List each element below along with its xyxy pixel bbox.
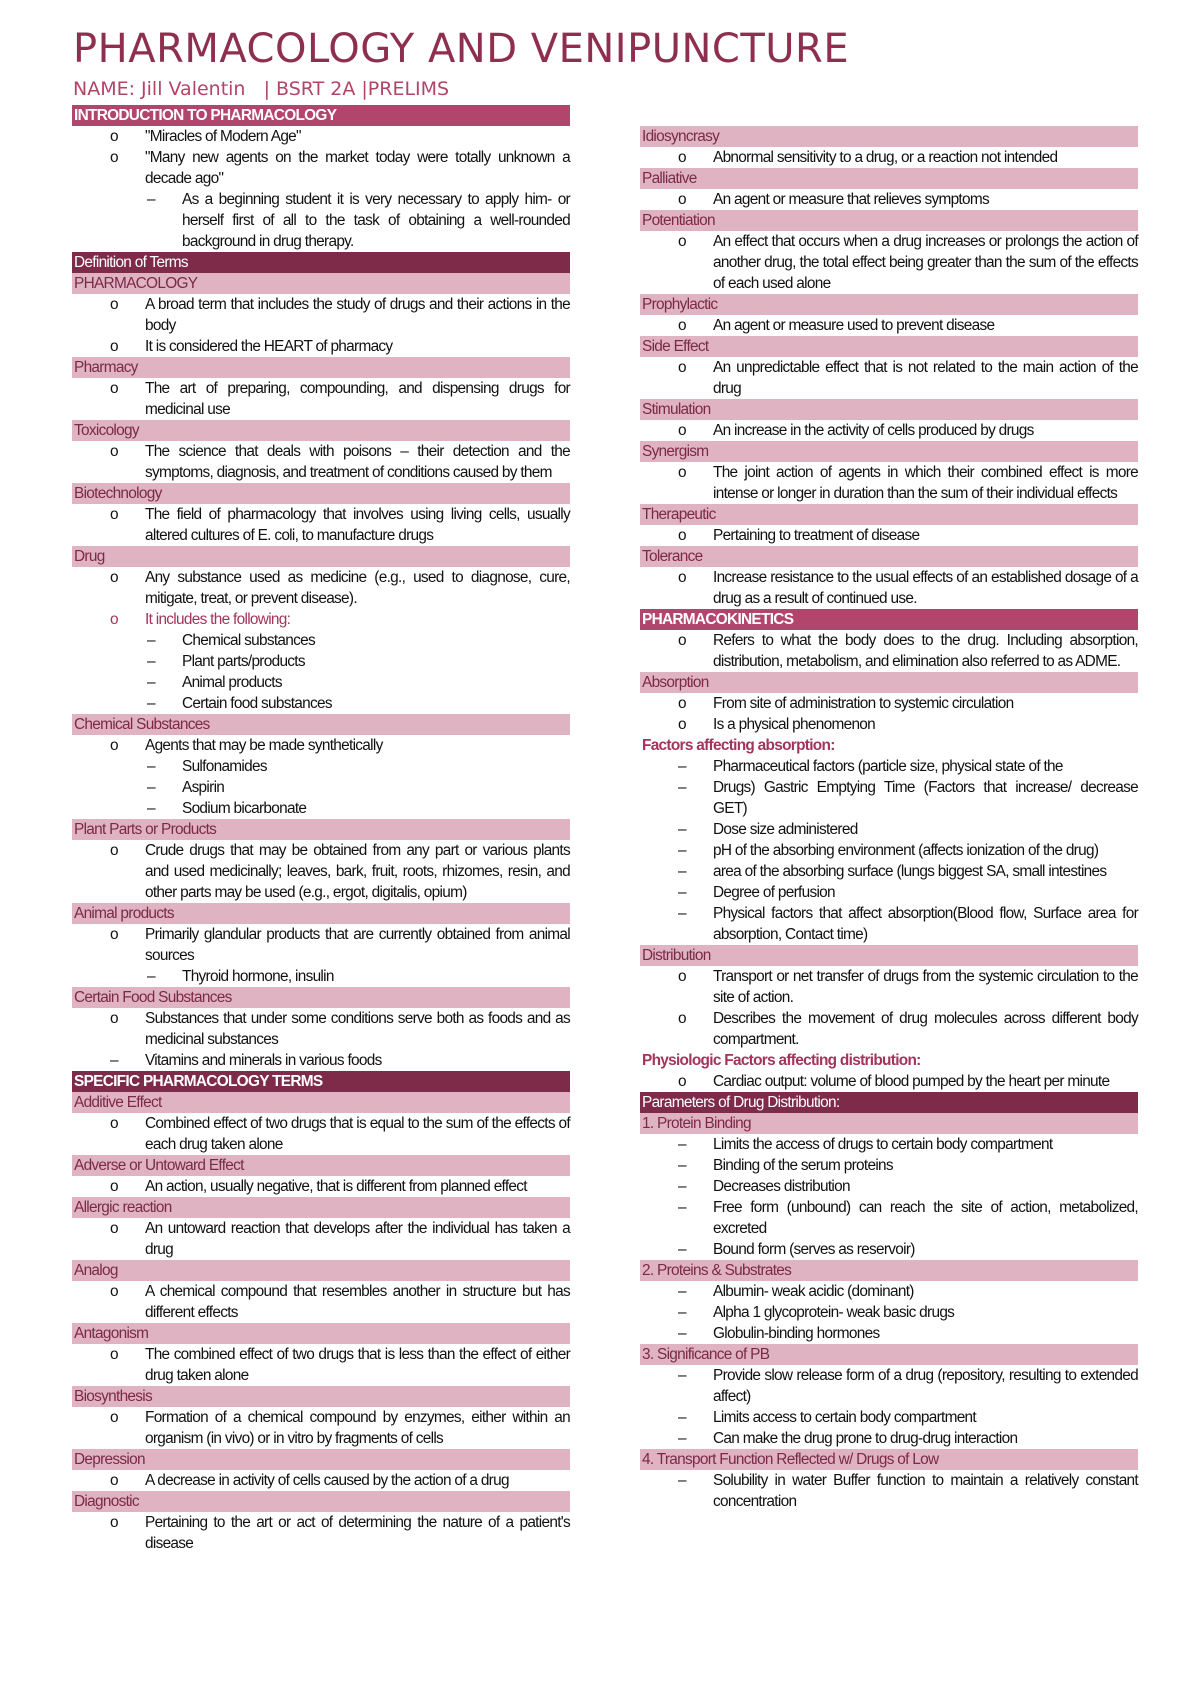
bullet-marker: o: [110, 611, 118, 628]
bullet-marker: o: [678, 1010, 686, 1027]
bullet-marker: o: [678, 695, 686, 712]
list-item: [640, 840, 1138, 861]
list-item-text: area of the absorbing surface (lungs biggest SA, small intestines: [713, 863, 1107, 880]
list-item: [72, 1281, 570, 1323]
list-item-text: It includes the following:: [145, 611, 291, 628]
list-item-text: The combined effect of two drugs that is less than the effect of either drug taken alone: [145, 1346, 570, 1384]
list-item: [640, 1176, 1138, 1197]
list-item-text: A chemical compound that resembles another in structure but has different effects: [145, 1283, 570, 1321]
list-item: [72, 1176, 570, 1197]
list-item: [640, 1197, 1138, 1239]
page-title: PHARMACOLOGY AND VENIPUNCTURE: [73, 26, 850, 72]
list-item-text: Solubility in water Buffer function to maintain a relatively constant concentration: [713, 1472, 1138, 1510]
list-item-text: Sodium bicarbonate: [182, 800, 307, 817]
bullet-marker: o: [678, 359, 686, 376]
list-item: [640, 966, 1138, 1008]
list-item-text: Aspirin: [182, 779, 225, 796]
list-item: [640, 525, 1138, 546]
section-heading: Antagonism: [72, 1323, 570, 1344]
bullet-marker: o: [678, 422, 686, 439]
section-heading: Diagnostic: [72, 1491, 570, 1512]
bullet-marker: o: [678, 233, 686, 250]
list-item-text: Agents that may be made synthetically: [145, 737, 383, 754]
section-heading: PHARMACOKINETICS: [640, 609, 1138, 630]
bullet-marker: o: [110, 1472, 118, 1489]
list-item-text: Crude drugs that may be obtained from any part or various plants and used medicinally; leaves, bark, fruit, roots, rhizomes, resin, and other parts may be used (e.g., ergot, digitalis, opium): [145, 842, 570, 901]
section-heading: Factors affecting absorption:: [642, 737, 835, 754]
list-item: [640, 1281, 1138, 1302]
section-heading: Chemical Substances: [72, 714, 570, 735]
bullet-marker: –: [147, 653, 155, 670]
bullet-marker: o: [678, 464, 686, 481]
list-item: [640, 630, 1138, 672]
list-item: [72, 1218, 570, 1260]
bullet-marker: –: [678, 1136, 686, 1153]
bullet-marker: o: [110, 737, 118, 754]
section-heading: Physiologic Factors affecting distribution:: [642, 1052, 921, 1069]
list-item: [72, 1344, 570, 1386]
bullet-marker: –: [678, 1199, 686, 1216]
list-item-text: Formation of a chemical compound by enzymes, either within an organism (in vivo) or in vitro by fragments of cells: [145, 1409, 570, 1447]
list-item-text: Plant parts/products: [182, 653, 305, 670]
section-heading: Adverse or Untoward Effect: [72, 1155, 570, 1176]
bullet-marker: o: [110, 338, 118, 355]
bullet-marker: –: [678, 1409, 686, 1426]
list-item-text: As a beginning student it is very necessary to apply him- or herself first of all to the task of obtaining a well-rounded background in drug therapy.: [182, 191, 570, 250]
list-item-text: Limits the access of drugs to certain body compartment: [713, 1136, 1053, 1153]
list-item: [640, 1155, 1138, 1176]
section-heading: 4. Transport Function Reflected w/ Drugs of Low: [640, 1449, 1138, 1470]
bullet-marker: –: [678, 863, 686, 880]
list-item: [640, 861, 1138, 882]
section-heading: Therapeutic: [640, 504, 1138, 525]
section-heading: Idiosyncrasy: [640, 126, 1138, 147]
list-item: [640, 1323, 1138, 1344]
bullet-marker: –: [147, 695, 155, 712]
section-heading: INTRODUCTION TO PHARMACOLOGY: [72, 105, 570, 126]
bullet-marker: o: [110, 1283, 118, 1300]
bullet-marker: o: [678, 527, 686, 544]
list-item: [72, 1113, 570, 1155]
bullet-marker: o: [110, 842, 118, 859]
bullet-marker: –: [678, 1304, 686, 1321]
list-item: [640, 567, 1138, 609]
bullet-marker: –: [147, 674, 155, 691]
list-item: [72, 651, 570, 672]
list-item-text: A broad term that includes the study of drugs and their actions in the body: [145, 296, 570, 334]
section-heading: Biosynthesis: [72, 1386, 570, 1407]
list-item-text: Cardiac output: volume of blood pumped by the heart per minute: [713, 1073, 1110, 1090]
bullet-marker: –: [678, 1283, 686, 1300]
list-item-text: Refers to what the body does to the drug. Including absorption, distribution, metabolism, and elimination also referred to as ADME.: [713, 632, 1138, 670]
list-item: [640, 147, 1138, 168]
list-item: [640, 357, 1138, 399]
bullet-marker: –: [678, 758, 686, 775]
right-column: [640, 126, 1138, 1512]
list-item-text: Albumin- weak acidic (dominant): [713, 1283, 914, 1300]
list-item-text: Certain food substances: [182, 695, 332, 712]
list-item-text: An untoward reaction that develops after the individual has taken a drug: [145, 1220, 570, 1258]
list-item-text: Globulin-binding hormones: [713, 1325, 880, 1342]
section-heading: 3. Significance of PB: [640, 1344, 1138, 1365]
section-heading: Depression: [72, 1449, 570, 1470]
list-item: [640, 231, 1138, 294]
bullet-marker: o: [678, 1073, 686, 1090]
list-item: [72, 1407, 570, 1449]
list-item: [72, 756, 570, 777]
bullet-marker: –: [147, 779, 155, 796]
section-heading: 2. Proteins & Substrates: [640, 1260, 1138, 1281]
bullet-marker: o: [110, 128, 118, 145]
bullet-marker: –: [678, 905, 686, 922]
section-heading: Toxicology: [72, 420, 570, 441]
list-item: [72, 735, 570, 756]
list-item: [640, 420, 1138, 441]
bullet-marker: o: [110, 1346, 118, 1363]
bullet-marker: o: [110, 380, 118, 397]
bullet-marker: o: [110, 1010, 118, 1027]
list-item-text: An unpredictable effect that is not related to the main action of the drug: [713, 359, 1138, 397]
list-item-text: Primarily glandular products that are currently obtained from animal sources: [145, 926, 570, 964]
list-item: [72, 630, 570, 651]
bullet-marker: –: [678, 1472, 686, 1489]
list-item: [640, 1008, 1138, 1050]
list-item-text: pH of the absorbing environment (affects ionization of the drug): [713, 842, 1099, 859]
list-item-text: Sulfonamides: [182, 758, 267, 775]
list-item-text: Substances that under some conditions serve both as foods and as medicinal substances: [145, 1010, 570, 1048]
list-item: [72, 126, 570, 147]
list-item-text: Dose size administered: [713, 821, 858, 838]
list-item-text: From site of administration to systemic circulation: [713, 695, 1014, 712]
list-item-text: Free form (unbound) can reach the site of action, metabolized, excreted: [713, 1199, 1138, 1237]
list-item-text: Combined effect of two drugs that is equal to the sum of the effects of each drug taken alone: [145, 1115, 570, 1153]
section-heading: Synergism: [640, 441, 1138, 462]
list-item-text: "Many new agents on the market today were totally unknown a decade ago": [145, 149, 570, 187]
list-item: [72, 294, 570, 336]
list-item: [72, 798, 570, 819]
list-item: [72, 336, 570, 357]
list-item-text: Vitamins and minerals in various foods: [145, 1052, 382, 1069]
list-item-text: Binding of the serum proteins: [713, 1157, 893, 1174]
section-heading: Potentiation: [640, 210, 1138, 231]
bullet-marker: –: [678, 821, 686, 838]
bullet-marker: –: [678, 1367, 686, 1384]
list-item: [640, 1407, 1138, 1428]
section-heading: Parameters of Drug Distribution:: [640, 1092, 1138, 1113]
list-item-text: Pertaining to the art or act of determining the nature of a patient's disease: [145, 1514, 570, 1552]
section-heading: Analog: [72, 1260, 570, 1281]
bullet-marker: –: [678, 1157, 686, 1174]
section-heading: 1. Protein Binding: [640, 1113, 1138, 1134]
bullet-marker: o: [110, 506, 118, 523]
list-item-text: Transport or net transfer of drugs from the systemic circulation to the site of action.: [713, 968, 1138, 1006]
bullet-marker: o: [110, 1514, 118, 1531]
bullet-marker: o: [110, 1115, 118, 1132]
list-item-text: Pertaining to treatment of disease: [713, 527, 920, 544]
list-item: [72, 378, 570, 420]
list-item: [640, 819, 1138, 840]
list-item-text: Can make the drug prone to drug-drug interaction: [713, 1430, 1018, 1447]
list-item-text: Thyroid hormone, insulin: [182, 968, 334, 985]
bullet-marker: o: [678, 149, 686, 166]
section-heading: Allergic reaction: [72, 1197, 570, 1218]
list-item-text: Degree of perfusion: [713, 884, 835, 901]
bullet-marker: o: [678, 191, 686, 208]
list-item-text: Animal products: [182, 674, 282, 691]
student-info: NAME: Jill Valentin | BSRT 2A |PRELIMS: [73, 78, 450, 100]
list-item: [640, 1302, 1138, 1323]
bullet-marker: –: [678, 1241, 686, 1258]
section-heading: Drug: [72, 546, 570, 567]
list-item-text: Alpha 1 glycoprotein- weak basic drugs: [713, 1304, 955, 1321]
list-item: [640, 1071, 1138, 1092]
list-item: [640, 189, 1138, 210]
list-item: [72, 609, 570, 630]
list-item-text: Limits access to certain body compartment: [713, 1409, 976, 1426]
bullet-marker: o: [110, 1409, 118, 1426]
bullet-marker: –: [678, 1178, 686, 1195]
list-item-text: "Miracles of Modern Age": [145, 128, 301, 145]
section-heading: Additive Effect: [72, 1092, 570, 1113]
list-item: [640, 693, 1138, 714]
section-heading: Tolerance: [640, 546, 1138, 567]
list-item: [72, 504, 570, 546]
section-heading: SPECIFIC PHARMACOLOGY TERMS: [72, 1071, 570, 1092]
list-item-text: Any substance used as medicine (e.g., used to diagnose, cure, mitigate, treat, or prevent disease).: [145, 569, 570, 607]
list-item: [72, 1470, 570, 1491]
bullet-marker: o: [110, 296, 118, 313]
list-item: [640, 777, 1138, 819]
section-heading: Palliative: [640, 168, 1138, 189]
bullet-marker: o: [678, 632, 686, 649]
bullet-marker: o: [110, 1178, 118, 1195]
list-item-text: Physical factors that affect absorption(Blood flow, Surface area for absorption, Contact time): [713, 905, 1138, 943]
bullet-marker: –: [678, 842, 686, 859]
list-item-text: An effect that occurs when a drug increases or prolongs the action of another drug, the total effect being greater than the sum of the effects of each used alone: [713, 233, 1138, 292]
list-item-text: Decreases distribution: [713, 1178, 850, 1195]
bullet-marker: –: [147, 191, 155, 208]
bullet-marker: o: [110, 1220, 118, 1237]
section-heading: Prophylactic: [640, 294, 1138, 315]
section-heading: Definition of Terms: [72, 252, 570, 273]
list-item: [72, 147, 570, 189]
list-item: [72, 1008, 570, 1050]
list-item: [72, 567, 570, 609]
left-column: [72, 105, 570, 1554]
list-item-text: Bound form (serves as reservoir): [713, 1241, 915, 1258]
bullet-marker: –: [678, 779, 686, 796]
bullet-marker: o: [110, 926, 118, 943]
bullet-marker: o: [678, 716, 686, 733]
list-item-text: Chemical substances: [182, 632, 315, 649]
bullet-marker: –: [147, 632, 155, 649]
list-item: [640, 1134, 1138, 1155]
list-item: [72, 840, 570, 903]
list-item-text: The science that deals with poisons – their detection and the symptoms, diagnosis, and treatment of conditions caused by them: [145, 443, 570, 481]
list-item-text: An agent or measure that relieves symptoms: [713, 191, 989, 208]
list-item: [72, 1512, 570, 1554]
list-item: [72, 924, 570, 966]
list-item: [72, 1050, 570, 1071]
list-item: [72, 441, 570, 483]
bullet-marker: –: [678, 884, 686, 901]
list-item: [72, 966, 570, 987]
section-heading: Distribution: [640, 945, 1138, 966]
bullet-marker: o: [678, 317, 686, 334]
list-item-text: Increase resistance to the usual effects of an established dosage of a drug as a result of continued use.: [713, 569, 1138, 607]
list-item: [640, 903, 1138, 945]
list-item: [640, 315, 1138, 336]
bullet-marker: –: [147, 800, 155, 817]
list-item-text: Abnormal sensitivity to a drug, or a reaction not intended: [713, 149, 1058, 166]
list-item: [640, 756, 1138, 777]
list-item-text: Provide slow release form of a drug (repository, resulting to extended affect): [713, 1367, 1138, 1405]
list-item-text: It is considered the HEART of pharmacy: [145, 338, 393, 355]
list-item-text: An increase in the activity of cells produced by drugs: [713, 422, 1034, 439]
list-item: [640, 714, 1138, 735]
list-item-text: The field of pharmacology that involves using living cells, usually altered cultures of E. coli, to manufacture drugs: [145, 506, 570, 544]
section-heading: PHARMACOLOGY: [72, 273, 570, 294]
section-heading: Plant Parts or Products: [72, 819, 570, 840]
list-item: [72, 693, 570, 714]
list-item-text: The joint action of agents in which their combined effect is more intense or longer in duration than the sum of their individual effects: [713, 464, 1138, 502]
list-item: [640, 1470, 1138, 1512]
list-item-text: An action, usually negative, that is different from planned effect: [145, 1178, 527, 1195]
section-heading: Animal products: [72, 903, 570, 924]
section-heading: Biotechnology: [72, 483, 570, 504]
list-item: [640, 1365, 1138, 1407]
bullet-marker: –: [147, 758, 155, 775]
list-item: [72, 777, 570, 798]
bullet-marker: o: [110, 569, 118, 586]
list-item-text: Describes the movement of drug molecules across different body compartment.: [713, 1010, 1138, 1048]
list-item: [640, 462, 1138, 504]
list-item-text: Is a physical phenomenon: [713, 716, 876, 733]
bullet-marker: o: [110, 443, 118, 460]
list-item: [640, 882, 1138, 903]
section-heading: Side Effect: [640, 336, 1138, 357]
list-item-text: Drugs) Gastric Emptying Time (Factors that increase/ decrease GET): [713, 779, 1138, 817]
bullet-marker: o: [110, 149, 118, 166]
list-item-text: A decrease in activity of cells caused by the action of a drug: [145, 1472, 509, 1489]
section-heading: Stimulation: [640, 399, 1138, 420]
bullet-marker: o: [678, 569, 686, 586]
bullet-marker: –: [678, 1430, 686, 1447]
list-item-text: Pharmaceutical factors (particle size, physical state of the: [713, 758, 1063, 775]
list-item-text: An agent or measure used to prevent disease: [713, 317, 995, 334]
section-heading: Pharmacy: [72, 357, 570, 378]
bullet-marker: –: [147, 968, 155, 985]
bullet-marker: o: [678, 968, 686, 985]
bullet-marker: –: [110, 1052, 118, 1069]
list-item: [72, 672, 570, 693]
section-heading: Certain Food Substances: [72, 987, 570, 1008]
list-item-text: The art of preparing, compounding, and dispensing drugs for medicinal use: [145, 380, 570, 418]
list-item: [72, 189, 570, 252]
section-heading: Absorption: [640, 672, 1138, 693]
bullet-marker: –: [678, 1325, 686, 1342]
list-item: [640, 1428, 1138, 1449]
list-item: [640, 1239, 1138, 1260]
